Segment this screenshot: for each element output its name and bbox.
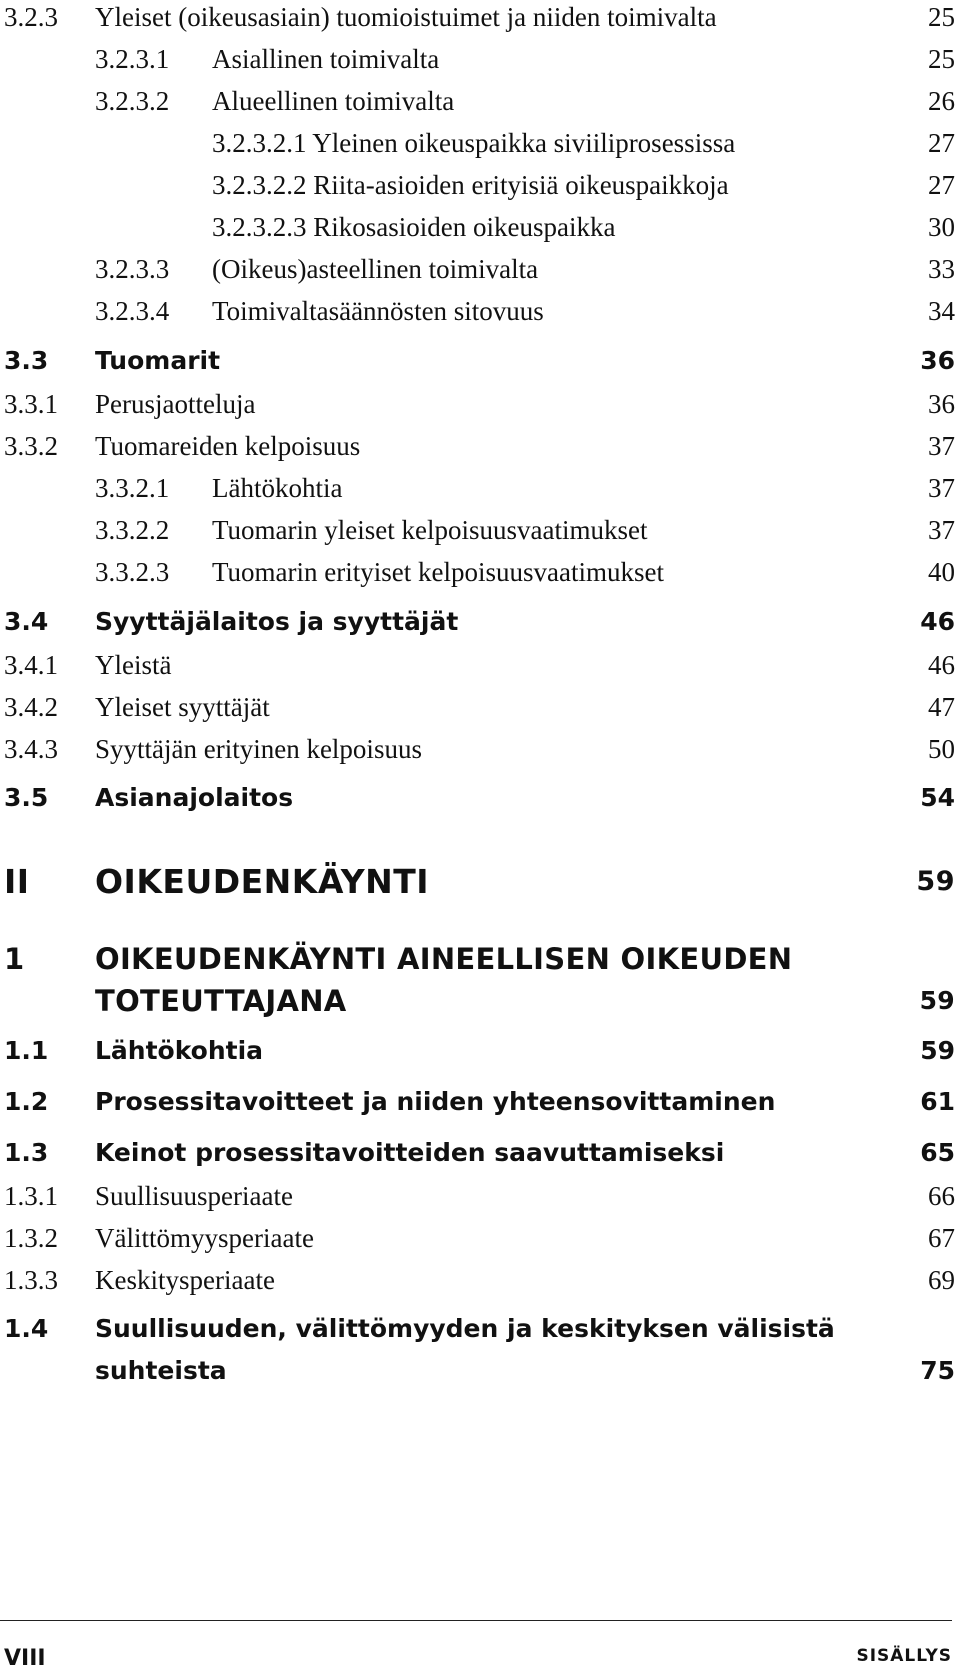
toc-entry-title: Keskitysperiaate	[95, 1265, 275, 1295]
toc-entry-number: 1.3.1	[4, 1181, 58, 1211]
toc-entry-title: Lähtökohtia	[212, 473, 343, 503]
toc-chapter-entry[interactable]	[0, 937, 955, 1025]
toc-entry-number: 1.3.2	[4, 1223, 58, 1253]
toc-entry-title: Tuomarit	[95, 346, 221, 375]
toc-entry-number: 3.4.1	[4, 650, 58, 680]
toc-entry-number: 3.3.1	[4, 389, 58, 419]
toc-entry-page: 67	[928, 1223, 955, 1253]
toc-entry-title: OIKEUDENKÄYNTI AINEELLISEN OIKEUDEN	[95, 942, 793, 976]
toc-entry-page: 37	[928, 431, 955, 461]
toc-entry-number: 1.4	[4, 1314, 49, 1343]
footer-page-number: VIII	[4, 1646, 46, 1671]
toc-entry-title: 3.2.3.2.1 Yleinen oikeuspaikka siviiliprosessissa	[212, 128, 736, 158]
toc-entry-title: (Oikeus)asteellinen toimivalta	[212, 254, 539, 284]
toc-entry-page: 36	[920, 346, 955, 375]
toc-entry-title: Yleistä	[95, 650, 172, 680]
toc-entry-number: 3.3.2.1	[95, 473, 170, 503]
toc-entry-number: 3.2.3.3	[95, 254, 170, 284]
toc-entry-number: 3.4	[4, 607, 49, 636]
toc-entry-title: Yleiset syyttäjät	[95, 692, 270, 722]
toc-entry-number: 1.3	[4, 1138, 49, 1167]
toc-entry-page: 27	[928, 170, 955, 200]
toc-entry-page: 27	[928, 128, 955, 158]
toc-entry-page: 59	[916, 866, 955, 897]
toc-entry-title: Tuomarin yleiset kelpoisuusvaatimukset	[212, 515, 648, 545]
toc-entry-title: Tuomarin erityiset kelpoisuusvaatimukset	[212, 557, 664, 587]
toc-entry-title: Suullisuusperiaate	[95, 1181, 293, 1211]
toc-entry-number: 1.1	[4, 1036, 49, 1065]
toc-entry-title: Keinot prosessitavoitteiden saavuttamiseksi	[95, 1138, 725, 1167]
toc-entry-number: 3.3.2	[4, 431, 58, 461]
toc-entry-number: 3.4.2	[4, 692, 58, 722]
toc-entry-page: 33	[928, 254, 955, 284]
toc-entry-page: 75	[920, 1356, 955, 1385]
toc-entry-title: 3.2.3.2.3 Rikosasioiden oikeuspaikka	[212, 212, 616, 242]
toc-entry-page: 54	[920, 783, 955, 812]
toc-entry-number: 3.3.2.2	[95, 515, 170, 545]
toc-entry-page: 25	[928, 2, 955, 32]
toc-entry-page: 37	[928, 515, 955, 545]
toc-entry-title: Suullisuuden, välittömyyden ja keskityksen välisistä	[95, 1314, 835, 1343]
toc-entry-page: 59	[919, 986, 955, 1015]
toc-section-entry[interactable]	[0, 1312, 955, 1390]
toc-entry-page: 46	[928, 650, 955, 680]
toc-entry-number: 3.3.2.3	[95, 557, 170, 587]
toc-entry-number: 3.5	[4, 783, 49, 812]
toc-entry-number: 3.4.3	[4, 734, 58, 764]
toc-entry-number: 3.2.3	[4, 2, 58, 32]
toc-entry-title: Syyttäjälaitos ja syyttäjät	[95, 607, 459, 636]
toc-entry-page: 34	[928, 296, 955, 326]
toc-entry-title-line2: suhteista	[95, 1356, 227, 1385]
toc-entry-title: Tuomareiden kelpoisuus	[95, 431, 361, 461]
toc-entry-page: 26	[928, 86, 955, 116]
toc-entry-page: 47	[928, 692, 955, 722]
footer-section-title: SISÄLLYS	[856, 1646, 952, 1666]
toc-entry-number: 3.2.3.2	[95, 86, 170, 116]
toc-entry-number: II	[4, 862, 30, 901]
toc-entry-title: Perusjaotteluja	[95, 389, 256, 419]
toc-entry-page: 59	[920, 1036, 955, 1065]
toc-entry-title: Välittömyysperiaate	[95, 1223, 314, 1253]
toc-entry-page: 66	[928, 1181, 955, 1211]
toc-entry-page: 46	[920, 607, 955, 636]
toc-entry-title: Lähtökohtia	[95, 1036, 264, 1065]
toc-entry-page: 40	[928, 557, 955, 587]
toc-entry-title: Asianajolaitos	[95, 783, 294, 812]
toc-entry-number: 1.3.3	[4, 1265, 58, 1295]
toc-entry-page: 30	[928, 212, 955, 242]
toc-entry-number: 3.2.3.1	[95, 44, 170, 74]
toc-entry-page: 65	[920, 1138, 955, 1167]
toc-entry-page: 36	[928, 389, 955, 419]
toc-entry-page: 50	[928, 734, 955, 764]
toc-entry-number: 1.2	[4, 1087, 49, 1116]
toc-entry-title: Prosessitavoitteet ja niiden yhteensovittaminen	[95, 1087, 776, 1116]
toc-entry-number: 3.3	[4, 346, 49, 375]
toc-entry-number: 1	[4, 942, 25, 976]
toc-entry-page: 37	[928, 473, 955, 503]
footer-divider	[0, 1620, 952, 1621]
toc-entry-title: Alueellinen toimivalta	[212, 86, 455, 116]
toc-entry-title: Syyttäjän erityinen kelpoisuus	[95, 734, 422, 764]
toc-entry-page: 69	[928, 1265, 955, 1295]
toc-entry-title-line2: TOTEUTTAJANA	[95, 984, 347, 1018]
toc-entry-title: Asiallinen toimivalta	[212, 44, 440, 74]
toc-entry-number: 3.2.3.4	[95, 296, 170, 326]
toc-entry-title: Toimivaltasäännösten sitovuus	[212, 296, 544, 326]
toc-entry-title: 3.2.3.2.2 Riita-asioiden erityisiä oikeuspaikkoja	[212, 170, 729, 200]
toc-entry-page: 25	[928, 44, 955, 74]
toc-entry-title: Yleiset (oikeusasiain) tuomioistuimet ja niiden toimivalta	[95, 2, 717, 32]
toc-entry-title: OIKEUDENKÄYNTI	[95, 862, 430, 901]
toc-entry-page: 61	[920, 1087, 955, 1116]
